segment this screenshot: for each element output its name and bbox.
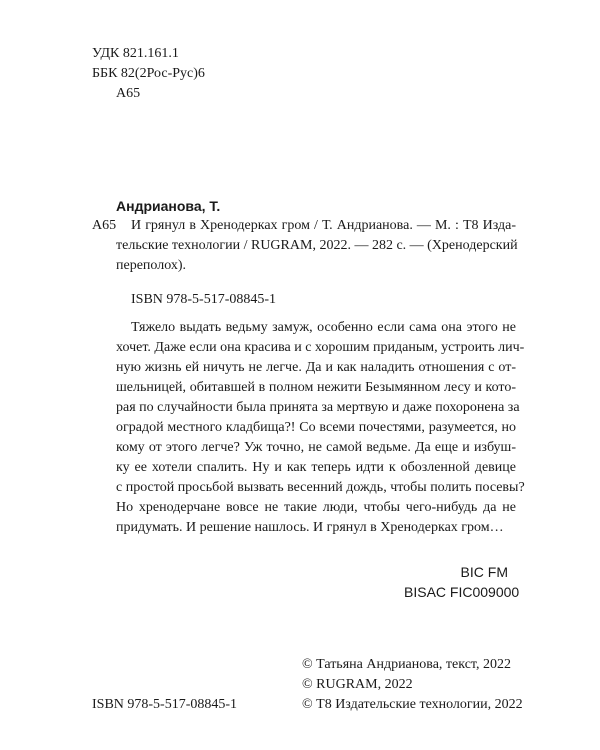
isbn-entry: ISBN 978-5-517-08845-1	[131, 292, 277, 307]
bic-code: BIC FM	[460, 564, 508, 580]
biblio-line: тельские технологии / RUGRAM, 2022. — 282 с. — (Хренодерский	[116, 238, 518, 253]
biblio-line: И грянул в Хренодерках гром / Т. Андрианова. — М. : Т8 Изда-	[131, 218, 516, 233]
biblio-line: переполох).	[116, 258, 187, 273]
bbk-code: ББК 82(2Рос-Рус)6	[92, 66, 205, 81]
udk-code: УДК 821.161.1	[92, 46, 179, 61]
copyright-line: © Татьяна Андрианова, текст, 2022	[302, 657, 511, 672]
annotation-line: придумать. И решение нашлось. И грянул в Хренодерках гром…	[116, 520, 504, 535]
annotation-line: шельницей, обитавшей в полном нежити Безымянном лесу и кото-	[116, 380, 516, 395]
annotation-line: хочет. Даже если она красива и с хорошим приданым, устроить лич-	[116, 340, 525, 355]
author-sign-entry: А65	[92, 218, 117, 233]
annotation-line: оградой местного кладбища?! Со всеми почестями, разумеется, но	[116, 420, 516, 435]
annotation-line: кому от этого легче? Уж точно, не самой ведьме. Да еще и избуш-	[116, 440, 516, 455]
annotation-line: с простой просьбой вызвать весенний дождь, чтобы полить посевы?	[116, 480, 525, 495]
annotation-line: ную жизнь ей ничуть не легче. Да и как наладить отношения с от-	[116, 360, 516, 375]
annotation-line: ку ее хотели спалить. Ну и как теперь идти к обозленной девице	[116, 460, 516, 475]
author-sign: А65	[116, 86, 141, 101]
author-name: Андрианова, Т.	[116, 198, 221, 214]
isbn-footer: ISBN 978-5-517-08845-1	[92, 697, 238, 712]
annotation-line: Но хренодерчане вовсе не такие люди, чтобы чего-нибудь да не	[116, 500, 516, 515]
copyright-line: © Т8 Издательские технологии, 2022	[302, 697, 523, 712]
bisac-code: BISAC FIC009000	[404, 584, 520, 600]
copyright-line: © RUGRAM, 2022	[302, 677, 413, 692]
annotation-line: Тяжело выдать ведьму замуж, особенно если сама она этого не	[131, 320, 516, 335]
annotation-line: рая по случайности была принята за мертвую и даже похоронена за	[116, 400, 520, 415]
